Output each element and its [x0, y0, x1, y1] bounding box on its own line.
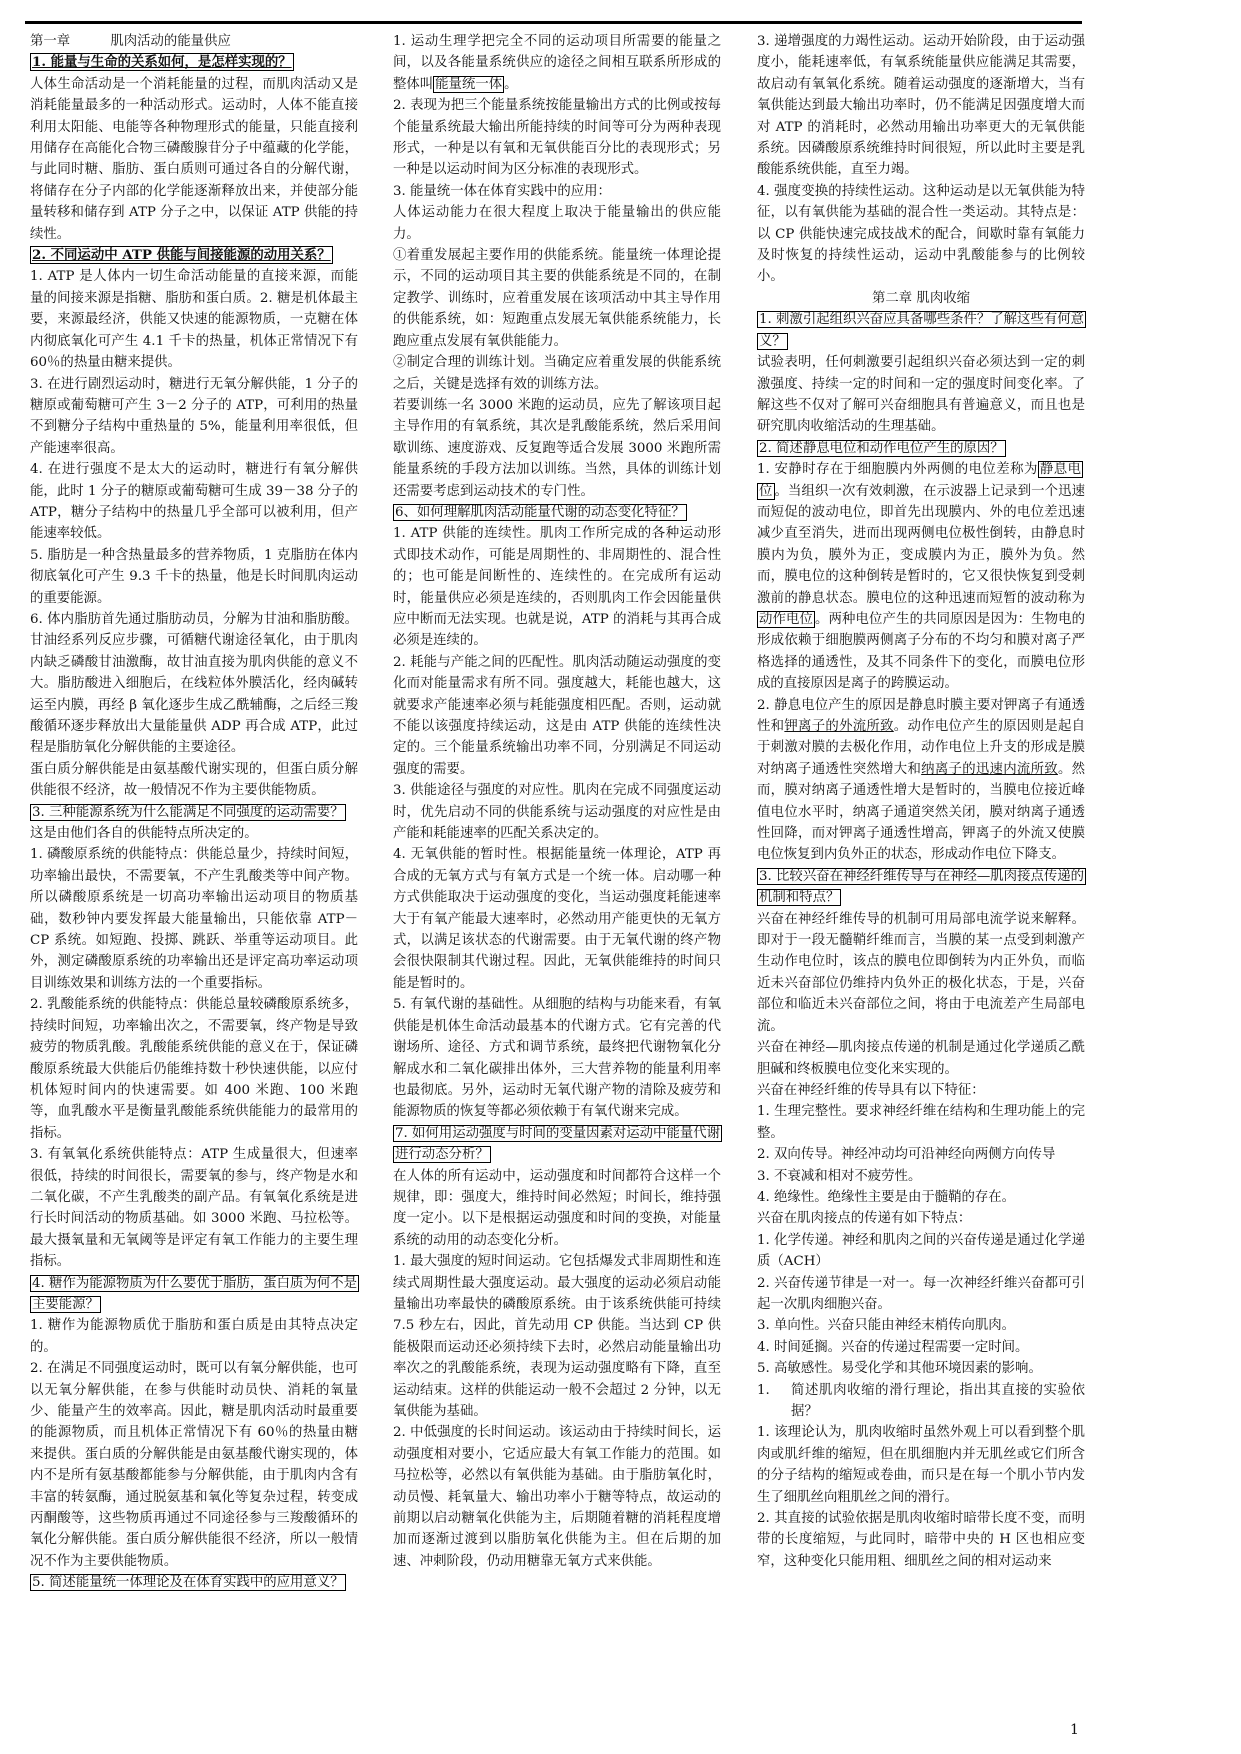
text-segment: 5. 简述能量统一体理论及在体育实践中的应用意义？ [32, 1575, 344, 1591]
paragraph [30, 374, 358, 460]
paragraph [757, 1230, 1085, 1273]
paragraph [757, 695, 1085, 866]
paragraph [757, 1422, 1085, 1508]
text-segment: 兴奋在神经—肌肉接点传递的机制是通过化学递质乙酰胆碱和终板膜电位变化来实现的。 [757, 1040, 1085, 1077]
chapter-title [30, 31, 358, 52]
text-segment: 7. 如何用运动强度与时间的变量因素对运动中能量代谢进行动态分析？ [395, 1125, 721, 1163]
paragraph [393, 780, 721, 844]
paragraph [393, 844, 721, 994]
paragraph [393, 1422, 721, 1572]
paragraph [30, 1144, 358, 1272]
paragraph [393, 202, 721, 245]
text-segment: 2. 其直接的试验依据是肌肉收缩时暗带长度不变，而明带的长度缩短，与此同时，暗带中央的 H 区也相应变窄，这种变化只能用粗、细肌丝之间的相对运动来 [757, 1511, 1085, 1569]
paragraph [393, 352, 721, 395]
text-segment: 3. 在进行剧烈运动时，糖进行无氧分解供能，1 分子的糖原或葡萄糖可产生 3－2 分子的 ATP，可利用的热量不到糖分子结构中重热量的 5%，能量利用率很低，但产能速率很高。 [30, 376, 358, 456]
column-middle [393, 31, 721, 1572]
question-text [791, 1380, 1085, 1423]
text-segment: 1. 生理完整性。要求神经纤维在结构和生理功能上的完整。 [757, 1104, 1085, 1141]
question-heading [393, 502, 721, 523]
text-segment: 2. 不同运动中 ATP 供能与间接能源的动用关系？ [32, 247, 331, 264]
text-segment: 5. 高敏感性。易受化学和其他环境因素的影响。 [757, 1361, 1042, 1377]
text-segment: 3. 单向性。兴奋只能由神经末梢传向肌肉。 [757, 1318, 1016, 1334]
paragraph [757, 1101, 1085, 1144]
text-segment: 兴奋在神经纤维传导的机制可用局部电流学说来解释。即对于一段无髓鞘纤维而言，当膜的某一点受到刺激产生动作电位时，该点的膜电位即倒转为内正外负，而临近未兴奋部位仍维持内负外正的极化状态，于是，兴奋部位和临近未兴奋部位之间，将由于电流差产生局部电流。 [757, 911, 1085, 1034]
text-segment: 4. 在进行强度不是太大的运动时，糖进行有氧分解供能，此时 1 分子的糖原或葡萄糖可生成 39－38 分子的 ATP，糖分子结构中的热量几乎全部可以被利用，但产能速率较低。 [30, 462, 358, 542]
column-left [30, 31, 358, 1594]
paragraph [30, 994, 358, 1144]
text-segment: 1. 能量与生命的关系如何，是怎样实现的？ [32, 54, 292, 71]
text-segment: 1. 化学传递。神经和肌肉之间的兴奋传递是通过化学递质（ACH） [757, 1232, 1085, 1270]
paragraph [393, 523, 721, 651]
text-segment: 3. 三种能源系统为什么能满足不同强度的运动需要？ [32, 804, 344, 820]
text-segment: 2. 简述静息电位和动作电位产生的原因？ [759, 440, 1004, 456]
text-segment: 3. 比较兴奋在神经纤维传导与在神经—肌肉接点传递的机制和特点？ [759, 868, 1085, 906]
paragraph [30, 1315, 358, 1358]
paragraph [757, 181, 1085, 288]
text-segment: 2. 双向传导。神经冲动均可沿神经向两侧方向传导 [757, 1147, 1056, 1163]
text-segment: 试验表明，任何刺激要引起组织兴奋必须达到一定的刺激强度、持续一定的时间和一定的强度时间变化率。了解这些不仅对了解可兴奋细胞具有普遍意义，而且也是研究肌肉收缩活动的生理基础。 [757, 355, 1085, 435]
text-segment: 在人体的所有运动中，运动强度和时间都符合这样一个规律，即：强度大，维持时间必然短；时间长，维持强度一定小。以下是根据运动强度和时间的变换，对能量系统的动用的动态变化分析。 [393, 1168, 721, 1248]
question-heading [30, 1572, 358, 1593]
question-heading [757, 309, 1085, 352]
paragraph [393, 1166, 721, 1252]
text-segment: 2. 乳酸能系统的供能特点：供能总量较磷酸原系统多，持续时间短，功率输出次之，不需要氧，终产物是导致疲劳的物质乳酸。乳酸能系统供能的意义在于，保证磷酸原系统最大供能后仍能维持数十秒快速供能，以应付机体短时间内的快速需要。如 400 米跑、100 米跑等，血乳酸水平是衡量乳酸能系统供能能力的最常用的指标。 [30, 997, 358, 1141]
paragraph [30, 609, 358, 759]
text-segment: 蛋白质分解供能是由氨基酸代谢实现的，但蛋白质分解供能很不经济，故一般情况不作为主要供能物质。 [30, 761, 358, 799]
text-segment: 3. 递增强度的力竭性运动。运动开始阶段，由于运动强度小，能耗速率低，有氧系统能量供应能满足其需要，故启动有氧氧化系统。随着运动强度的逐渐增大，当有氧供能达到最大输出功率时，仍不能满足因强度增大而对 ATP 的消耗时，必然动用输出功率更大的无氧供能系统。因磷酸原系统维持时间很短，所以此时主要是乳酸能系统供能，直至力竭。 [757, 34, 1085, 178]
text-segment: 这是由他们各自的供能特点所决定的。 [30, 826, 258, 842]
text-segment: 人体生命活动是一个消耗能量的过程，而肌肉活动又是消耗能量最多的一种活动形式。运动时，人体不能直接利用太阳能、电能等各种物理形式的能量，只能直接利用储存在高能化合物三磷酸腺苷分子中蕴藏的化学能，与此同时糖、脂肪、蛋白质则可通过各自的分解代谢，将储存在分子内部的化学能逐渐释放出来，并使部分能量转移和储存到 ATP 分子之中，以保证 ATP 供能的持续性。 [30, 76, 358, 242]
text-segment: 5. 脂肪是一种含热量最多的营养物质，1 克脂肪在体内彻底氧化可产生 9.3 千卡的热量，他是长时间肌肉运动的重要能源。 [30, 547, 358, 606]
text-segment: 2. 中低强度的长时间运动。该运动由于持续时间长，运动强度相对要小，它适应最大有氧工作能力的范围。如马拉松等，必然以有氧供能为基础。由于脂肪氧化时，动员慢、耗氧量大、输出功率小于糖等特点，故运动的前期以启动糖氧化供能为主，后期随着糖的消耗程度增加而逐渐过渡到以脂肪氧化供能为主。但在后期的加速、冲刺阶段，仍动用糖靠无氧方式来供能。 [393, 1425, 721, 1569]
text-segment: 若要训练一名 3000 米跑的运动员，应先了解该项目起主导作用的有氧系统，其次是乳酸能系统，然后采用间歇训练、速度游戏、反复跑等适合发展 3000 米跑所需能量系统的手段方法加以训练。当然，具体的训练计划还需要考虑到运动技术的专门性。 [393, 397, 721, 499]
paragraph [30, 844, 358, 994]
question-heading [30, 245, 358, 266]
text-segment: 4. 时间延搁。兴奋的传递过程需要一定时间。 [757, 1339, 1029, 1355]
text-segment: ①着重发展起主要作用的供能系统。能量统一体理论提示，不同的运动项目其主要的供能系统是不同的，在制定教学、训练时，应着重发展在该项活动中其主导作用的供能系统，如：短跑重点发展无氧供能系统能力，长跑应重点发展有氧供能能力。 [393, 248, 721, 349]
paragraph [393, 31, 721, 95]
text-segment: 1. 最大强度的短时间运动。它包括爆发式非周期性和连续式周期性最大强度运动。最大强度的运动必须启动能量输出功率最快的磷酸原系统。由于该系统供能可持续 7.5 秒左右，因此，首先动用 CP 供能。当达到 CP 供能极限而运动还必须持续下去时，必然启动能量输出功率次之的乳酸能系统，表现为运动强度略有下降，直至运动结束。这样的供能运动一般不会超过 2 分钟，以无氧供能为基础。 [393, 1254, 721, 1419]
paragraph [393, 181, 721, 202]
text-segment: 1. 该理论认为，肌肉收缩时虽然外观上可以看到整个肌肉或肌纤维的缩短，但在肌细胞内并无肌丝或它们所含的分子结构的缩短或卷曲，而只是在每一个肌小节内发生了细肌丝向粗肌丝之间的滑行。 [757, 1425, 1085, 1505]
paragraph [30, 459, 358, 545]
question-heading [757, 438, 1085, 459]
text-segment: 4. 无氧供能的暂时性。根据能量统一体理论，ATP 再合成的无氧方式与有氧方式是一个统一体。启动哪一种方式供能取决于运动强度的变化，当运动强度耗能速率大于有氧产能最大速率时，必然动用产能更快的无氧方式，以满足该状态的代谢需要。由于无氧代谢的终产物会很快限制其代谢过程。因此，无氧供能维持的时间只能是暂时的。 [393, 847, 721, 991]
text-segment: 1. 运动生理学把完全不同的运动项目所需要的能量之间，以及各能量系统供应的途径之间相互联系所形成的整体叫 [393, 34, 721, 92]
text-segment: 2. 在满足不同强度运动时，既可以有氧分解供能，也可以无氧分解供能，在参与供能时动员快、消耗的氧量少、能量产生的效率高。因此，糖是肌肉活动时最重要的能源物质，而且机体正常情况下有 60％的热量由糖来提供。蛋白质的分解供能是由氨基酸代谢实现的，体内不是所有氨基酸都能参与分解供能，由于肌肉内含有丰富的转氨酶，通过脱氨基和氧化等复杂过程，转变成丙酮酸等，这些物质再通过不同途径参与三羧酸循环的氧化分解供能。蛋白质分解供能很不经济，所以一般情况不作为主要供能物质。 [30, 1361, 358, 1569]
paragraph [393, 245, 721, 352]
paragraph [30, 823, 358, 844]
text-segment: 4. 强度变换的持续性运动。这种运动是以无氧供能为特征，以有氧供能为基础的混合性一类运动。其特点是：以 CP 供能快速完成技战术的配合，间歇时靠有氧能力及时恢复的持续性运动，运动中乳酸能参与的比例较小。 [757, 183, 1085, 285]
text-segment: 6、如何理解肌肉活动能量代谢的动态变化特征？ [395, 504, 685, 520]
paragraph [757, 1187, 1085, 1208]
paragraph [30, 74, 358, 245]
text-segment: 4. 糖作为能源物质为什么要优于脂肪，蛋白质为何不是主要能源？ [32, 1275, 358, 1312]
text-segment: 。动作电位产生的原因则是起自于刺激对膜的去极化作用，动作电位上升支的形成是膜对纳离子通透性突然增大和 [757, 719, 1086, 777]
text-segment: 简述肌肉收缩的滑行理论，指出其直接的实验依据？ [791, 1382, 1085, 1419]
column-right [757, 31, 1085, 1572]
underlined-term: 钾离子的外流所致 [784, 719, 894, 734]
text-segment: 3. 有氧氧化系统供能特点：ATP 生成量很大，但速率很低，持续的时间很长，需要氧的参与，终产物是水和二氧化碳，不产生乳酸类的副产品。有氧氧化系统是进行长时间活动的物质基础。如 3000 米跑、马拉松等。最大摄氧量和无氧阈等是评定有氧工作能力的主要生理指标。 [30, 1147, 358, 1270]
boxed-term: 能量统一体 [435, 76, 503, 92]
text-segment: 5. 有氧代谢的基础性。从细胞的结构与功能来看，有氧供能是机体生命活动最基本的代谢方式。它有完善的代谢场所、途径、方式和调节系统，最终把代谢物氧化分解成水和二氧化碳排出体外，三大营养物的能量利用率也最彻底。另外，运动时无氧代谢产物的清除及疲劳和能源物质的恢复等都必须依赖于有氧代谢来完成。 [393, 997, 721, 1120]
paragraph [757, 1273, 1085, 1316]
paragraph [757, 1508, 1085, 1572]
text-segment: 6. 体内脂肪首先通过脂肪动员，分解为甘油和脂肪酸。甘油经系列反应步骤，可循糖代谢途径氧化，由于肌肉内缺乏磷酸甘油激酶，故甘油直接为肌肉供能的意义不大。脂肪酸进入细胞后，在线粒体外膜活化，经肉碱转运至内膜，再经 β 氧化逐步生成乙酰辅酶，之后经三羧酸循环逐步释放出大量能量供 ADP 再合成 ATP，此过程是脂肪氧化分解供能的主要途径。 [30, 611, 358, 756]
text-segment: 第二章 肌肉收缩 [872, 290, 970, 306]
text-segment: 。然而，膜对纳离子通透性增大是暂时的，当膜电位接近峰值电位水平时，纳离子通道突然关闭，膜对纳离子通透性回降，而对钾离子通透性增高，钾离子的外流又使膜电位恢复到内负外正的状态，形成动作电位下降支。 [757, 761, 1086, 863]
text-segment: 1. ATP 供能的连续性。肌肉工作所完成的各种运动形式即技术动作，可能是周期性的、非周期性的、混合性的；也可能是间断性的、连续性的。在完成所有运动时，能量供应必须是连续的，否则肌肉工作会因能量供应中断而无法实现。也就是说，ATP 的消耗与其再合成必须是连续的。 [393, 526, 721, 649]
paragraph [757, 1337, 1085, 1358]
text-segment: 2. 静息电位产生的原因是静息时膜主要对钾离子有通透性和 [757, 697, 1085, 734]
boxed-term: 动作电位 [759, 611, 814, 627]
paragraph [393, 95, 721, 181]
question-heading [30, 52, 358, 73]
text-segment: 兴奋在肌肉接点的传递有如下特点： [757, 1211, 972, 1227]
text-segment: 1. 安静时存在于细胞膜内外两侧的电位差称为 [757, 462, 1038, 478]
text-segment: 3. 供能途径与强度的对应性。肌肉在完成不同强度运动时，优先启动不同的供能系统与运动强度的对应性是由产能和耗能速率的匹配关系决定的。 [393, 783, 721, 842]
underlined-term: 纳离子的迅速内流所致 [921, 761, 1058, 777]
paragraph [393, 1251, 721, 1422]
boxed-term: 静息电位 [759, 462, 1082, 499]
paragraph [757, 1166, 1085, 1187]
text-segment: 1. ATP 是人体内一切生命活动能量的直接来源，而能量的间接来源是指糖、脂肪和蛋白质。2. 糖是机体最主要，来源最经济，供能又快速的能源物质，一克糖在体内彻底氧化可产生 4.1 千卡的热量，机体正常情况下有 60％的热量由糖来提供。 [30, 269, 358, 371]
paragraph [757, 352, 1085, 438]
list-number: 1. [757, 1382, 770, 1398]
header-rule [25, 21, 1082, 24]
paragraph [393, 395, 721, 502]
text-segment: 1. 磷酸原系统的供能特点：供能总量少，持续时间短，功率输出最快，不需要氧，不产生乳酸类等中间产物。所以磷酸原系统是一切高功率输出运动项目的物质基础，数秒钟内要发挥最大能量输出，只能依靠 ATP－CP 系统。如短跑、投掷、跳跃、举重等运动项目。此外，测定磷酸原系统的功率输出还是评定高功率运动项目训练效果和训练方法的一个重要指标。 [30, 847, 358, 991]
question-heading [757, 866, 1085, 909]
chapter-title [757, 288, 1085, 309]
text-segment: 。两种电位产生的共同原因是因为：生物电的形成依赖于细胞膜两侧离子分布的不均匀和膜对离子严格选择的通透性，及其不同条件下的变化，而膜电位形成的直接原因是离子的跨膜运动。 [757, 611, 1086, 692]
paragraph [757, 31, 1085, 181]
numbered-question [757, 1380, 1085, 1423]
paragraph [393, 994, 721, 1122]
paragraph [757, 1037, 1085, 1080]
text-segment: 。 [504, 76, 518, 92]
text-segment: 3. 能量统一体在体育实践中的应用： [393, 183, 611, 199]
text-segment: 2. 耗能与产能之间的匹配性。肌肉活动随运动强度的变化而对能量需求有所不同。强度越大，耗能也越大，这就要求产能速率必须与耗能强度相匹配。否则，运动就不能以该强度持续运动，这是由 ATP 供能的连续性决定的。三个能量系统输出功率不同，分别满足不同运动强度的需要。 [393, 654, 721, 777]
paragraph [757, 1358, 1085, 1379]
text-segment: 4. 绝缘性。绝缘性主要是由于髓鞘的存在。 [757, 1189, 1016, 1205]
paragraph [757, 1315, 1085, 1336]
question-heading [30, 802, 358, 823]
text-segment: ②制定合理的训练计划。当确定应着重发展的供能系统之后，关键是选择有效的训练方法。 [393, 355, 721, 392]
paragraph [757, 1080, 1085, 1101]
page-number: 1 [1070, 1722, 1079, 1738]
paragraph [757, 1144, 1085, 1165]
paragraph [393, 652, 721, 780]
paragraph [757, 1208, 1085, 1229]
text-segment: 2. 兴奋传递节律是一对一。每一次神经纤维兴奋都可引起一次肌肉细胞兴奋。 [757, 1275, 1085, 1312]
text-segment: 2. 表现为把三个能量系统按能量输出方式的比例或按每个能量系统最大输出所能持续的时间等可分为两种表现形式，一种是以有氧和无氧供能百分比的表现形式；另一种是以运动时间为区分标准的表现形式。 [393, 98, 721, 178]
text-segment: 1. 糖作为能源物质优于脂肪和蛋白质是由其特点决定的。 [30, 1318, 358, 1355]
text-segment: 1. 刺激引起组织兴奋应具备哪些条件？了解这些有何意义？ [759, 312, 1085, 349]
paragraph [30, 266, 358, 373]
paragraph [30, 545, 358, 609]
text-segment: 。当组织一次有效刺激，在示波器上记录到一个迅速而短促的波动电位，即首先出现膜内、外的电位差迅速减少直至消失，进而出现两侧电位极性倒转，由静息时膜内为负，膜外为正，变成膜内为正，膜外为负。然而，膜电位的这种倒转是暂时的，它又很快恢复到受刺激前的静息状态。膜电位的这种迅速而短暂的波动称为 [757, 483, 1086, 606]
text-segment: 兴奋在神经纤维的传导具有以下特征： [757, 1082, 985, 1098]
paragraph [30, 1358, 358, 1572]
paragraph [30, 759, 358, 802]
question-heading [393, 1123, 721, 1166]
paragraph [757, 909, 1085, 1037]
paragraph [757, 459, 1085, 694]
question-heading [30, 1273, 358, 1316]
text-segment: 3. 不衰减和相对不疲劳性。 [757, 1168, 922, 1184]
text-segment: 第一章 肌肉活动的能量供应 [30, 34, 231, 49]
text-segment: 人体运动能力在很大程度上取决于能量输出的供应能力。 [393, 205, 721, 242]
